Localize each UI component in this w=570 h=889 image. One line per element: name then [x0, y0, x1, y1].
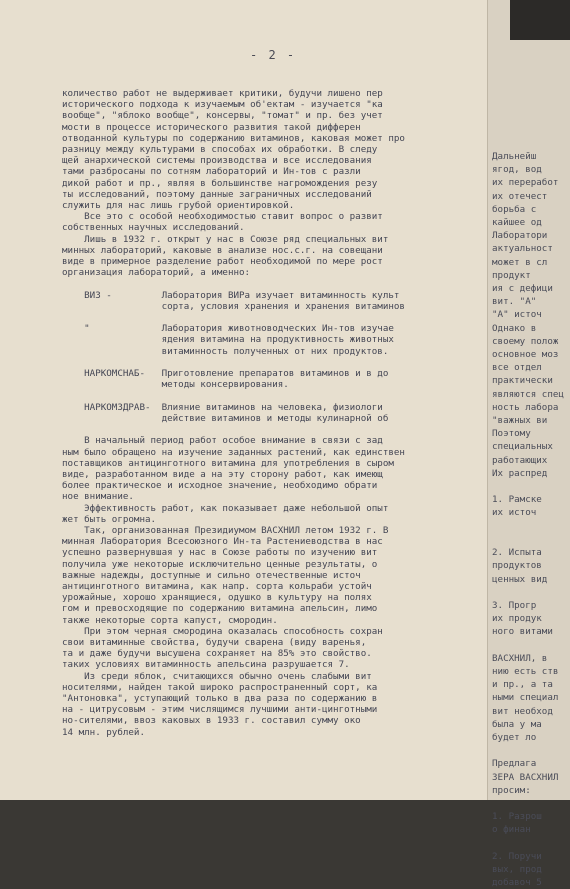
typed-line: разницу между культурами в способах их обработки. В следу — [62, 144, 378, 156]
typed-line: продуктов — [492, 560, 542, 572]
typed-line: урожайные, хорошо хранящиеся, одушко в культуру на полях — [62, 592, 372, 604]
typed-line: ными специал — [492, 692, 559, 704]
typed-line: получила уже некоторые исключительно ценные результаты, о — [62, 558, 378, 570]
typed-line: жет быть огромна. — [62, 513, 157, 525]
typed-line: может в сл — [492, 256, 548, 268]
typed-line — [492, 520, 570, 533]
typed-line: вит. "А" — [492, 296, 537, 308]
typed-line: количество работ не выдерживает критики, будучи лишено пер — [62, 88, 383, 99]
typed-line: важные надежды, доступные и сильно отечественные источ — [62, 569, 361, 581]
typed-line: их отечест — [492, 190, 548, 202]
typed-line: но-сителями, ввоз каковых в 1933 г. составил сумму око — [62, 715, 361, 727]
typed-line: специальных — [492, 441, 553, 453]
typed-line — [62, 278, 492, 289]
typed-line: основное моз — [492, 349, 559, 361]
typed-line: "важных ви — [492, 415, 548, 427]
typed-line: щей анархической системы производства и все исследования — [62, 155, 372, 167]
typed-line — [492, 533, 570, 546]
typed-line: ягод, вод — [492, 164, 542, 176]
typed-line: актуальност — [492, 243, 553, 255]
typed-line: В начальный период работ особое внимание в связи с зад — [62, 435, 383, 447]
typed-line: будет ло — [492, 731, 537, 743]
typed-line: ное внимание. — [62, 491, 134, 503]
typed-line: 2. Поручи — [492, 850, 542, 862]
typed-line: сорта, условия хранения и хранения витаминов — [62, 300, 405, 312]
typed-line: Поэтому — [492, 428, 531, 440]
typed-line: ного витами — [492, 626, 553, 638]
typed-line: отводанной культуры по содержанию витаминов, каковая может про — [62, 132, 405, 144]
typed-line — [492, 639, 570, 652]
typed-line: их источ — [492, 507, 537, 519]
typed-line: кайшее од — [492, 217, 542, 229]
typed-line: все отдел — [492, 362, 542, 374]
typed-line: Эффективность работ, как показывает даже небольшой опыт — [62, 502, 389, 514]
typed-line: "А" источ — [492, 309, 542, 321]
typed-line: " Лаборатория животноводческих Ин-тов изучае — [62, 323, 394, 335]
typed-line — [62, 390, 492, 401]
typed-line: "Антоновка", уступающий только в два раза по содержанию в — [62, 692, 378, 704]
typed-line: вых, прод — [492, 863, 542, 875]
typed-line: о финан — [492, 824, 531, 836]
typed-line: антицинготного витамина, как напр. сорта кольраби устойч — [62, 580, 372, 592]
typed-line: таких условиях витаминность апельсина разрушается 7. — [62, 659, 350, 671]
typed-line: ность лабора — [492, 401, 559, 413]
typed-line: мости в процессе исторического развития такой дифферен — [62, 121, 361, 133]
typed-line: виде в примерное разделение работ необходимой по мере рост — [62, 256, 383, 268]
typed-line — [62, 312, 492, 323]
typed-line: вообще", "яблоко вообще", консервы, "томат" и пр. без учет — [62, 110, 383, 122]
typed-line: Их распред — [492, 467, 548, 479]
typed-line: Так, организованная Президиумом ВАСХНИЛ летом 1932 г. В — [62, 524, 389, 536]
dark-background-corner — [510, 0, 570, 40]
typed-line: 1. Рамске — [492, 494, 542, 506]
adjacent-page-text — [492, 150, 570, 889]
typed-line: исторического подхода к изучаемым об'ектам - изучается "ка — [62, 99, 383, 111]
typed-line: просим: — [492, 784, 531, 796]
typed-line: ценных вид — [492, 573, 548, 585]
page-number: - 2 - — [250, 48, 297, 62]
typed-line: более практическое и исходное значение, необходимо обрати — [62, 480, 378, 492]
typed-line — [492, 480, 570, 493]
typed-line: на - цитрусовым - этим числящимся лучшими анти-цинготными — [62, 704, 378, 716]
typed-line: действие витаминов и методы кулинарной об — [62, 412, 389, 424]
typed-line: продукт — [492, 269, 531, 281]
typed-line: Предлага — [492, 758, 537, 770]
typed-line: ным было обращено на изучение заданных растений, как единствен — [62, 446, 405, 458]
typed-line: ядения витамина на продуктивность животных — [62, 334, 394, 346]
typed-line: ты исследований, поэтому данные заграничных исследований — [62, 188, 372, 200]
typed-line: При этом черная смородина оказалась способность сохран — [62, 625, 383, 637]
typed-line: являются спец — [492, 388, 564, 400]
typed-line: борьба с — [492, 203, 537, 215]
typed-line: работающих — [492, 454, 548, 466]
typed-line: минных лабораторий, каковые в анализе нос.с.г. на совещани — [62, 244, 383, 256]
typed-line — [492, 586, 570, 599]
typed-line: 14 млн. рублей. — [62, 726, 145, 738]
typed-line: практически — [492, 375, 553, 387]
typed-line: служить для нас лишь грубой ориентировкой. — [62, 200, 295, 212]
adjacent-page — [487, 0, 570, 889]
typed-line — [492, 744, 570, 757]
typed-line: 3. Прогр — [492, 599, 537, 611]
typed-line — [492, 837, 570, 850]
typed-line: Лаборатори — [492, 230, 548, 242]
typed-line: была у ма — [492, 718, 542, 730]
typed-line: Однако в — [492, 322, 537, 334]
typed-line: Все это с особой необходимостью ставит вопрос о развит — [62, 211, 383, 223]
typed-line — [62, 357, 492, 368]
typed-line: их переработ — [492, 177, 559, 189]
typed-line: носителями, найден такой широко распространенный сорт, ка — [62, 681, 378, 693]
typed-line: собственных научных исследований. — [62, 222, 245, 234]
typed-line: методы консервирования. — [62, 379, 289, 391]
typed-line: своему полож — [492, 335, 559, 347]
typed-line: виде, разработанном виде а на эту сторону работ, как имеющ — [62, 468, 383, 480]
typed-line: также некоторые сорта капуст, смородин. — [62, 614, 278, 626]
typed-line: ЗЕРА ВАСХНИЛ — [492, 771, 559, 783]
typed-text-body — [62, 88, 492, 738]
typed-line: Дальнейш — [492, 151, 537, 162]
typed-line: их продук — [492, 613, 542, 625]
typed-line: и пр., а та — [492, 679, 553, 691]
typed-line: 1. Разрош — [492, 811, 542, 823]
typed-line: свои витаминные свойства, будучи сварена (виду варенья, — [62, 636, 367, 648]
typed-line: Лишь в 1932 г. открыт у нас в Союзе ряд специальных вит — [62, 233, 389, 245]
typed-line: гом и превосходящие по содержанию витамина апельсин, лимо — [62, 603, 378, 615]
typed-line: нию есть ств — [492, 665, 559, 677]
typed-line: добавоч 5 — [492, 877, 542, 889]
typed-line: организация лабораторий, а именно: — [62, 267, 251, 279]
typed-line: та и даже будучи высушена сохраняет на 85% это свойство. — [62, 648, 372, 660]
typed-line: ВАСХНИЛ, в — [492, 652, 548, 664]
typed-line: витаминность полученных от них продуктов. — [62, 345, 389, 357]
typed-line: ВИЗ - Лаборатория ВИРа изучает витаминность культ — [62, 289, 400, 301]
typed-line: Из среди яблок, считающихся обычно очень слабыми вит — [62, 670, 372, 682]
typed-line: 2. Испыта — [492, 547, 542, 559]
typed-line — [62, 424, 492, 435]
typed-line: тами разбросаны по сотням лабораторий и Ин-тов с разли — [62, 166, 361, 178]
typed-line — [492, 797, 570, 810]
typed-line: поставщиков антицинготного витамина для употребления в сыром — [62, 457, 394, 469]
typed-line: дикой работ и пр., являя в большинстве нагромождения резу — [62, 177, 378, 189]
typed-line: минная Лаборатория Всесоюзного Ин-та Растениеводства в нас — [62, 536, 383, 548]
typed-line: вит необход — [492, 705, 553, 717]
typed-line: НАРКОМЗДРАВ- Влияние витаминов на человека, физиологи — [62, 401, 383, 413]
typed-line: ия с дефици — [492, 283, 553, 295]
typed-line: успешно развернувшая у нас в Союзе работы по изучению вит — [62, 547, 378, 559]
typed-line: НАРКОМСНАБ- Приготовление препаратов витаминов и в до — [62, 368, 389, 380]
